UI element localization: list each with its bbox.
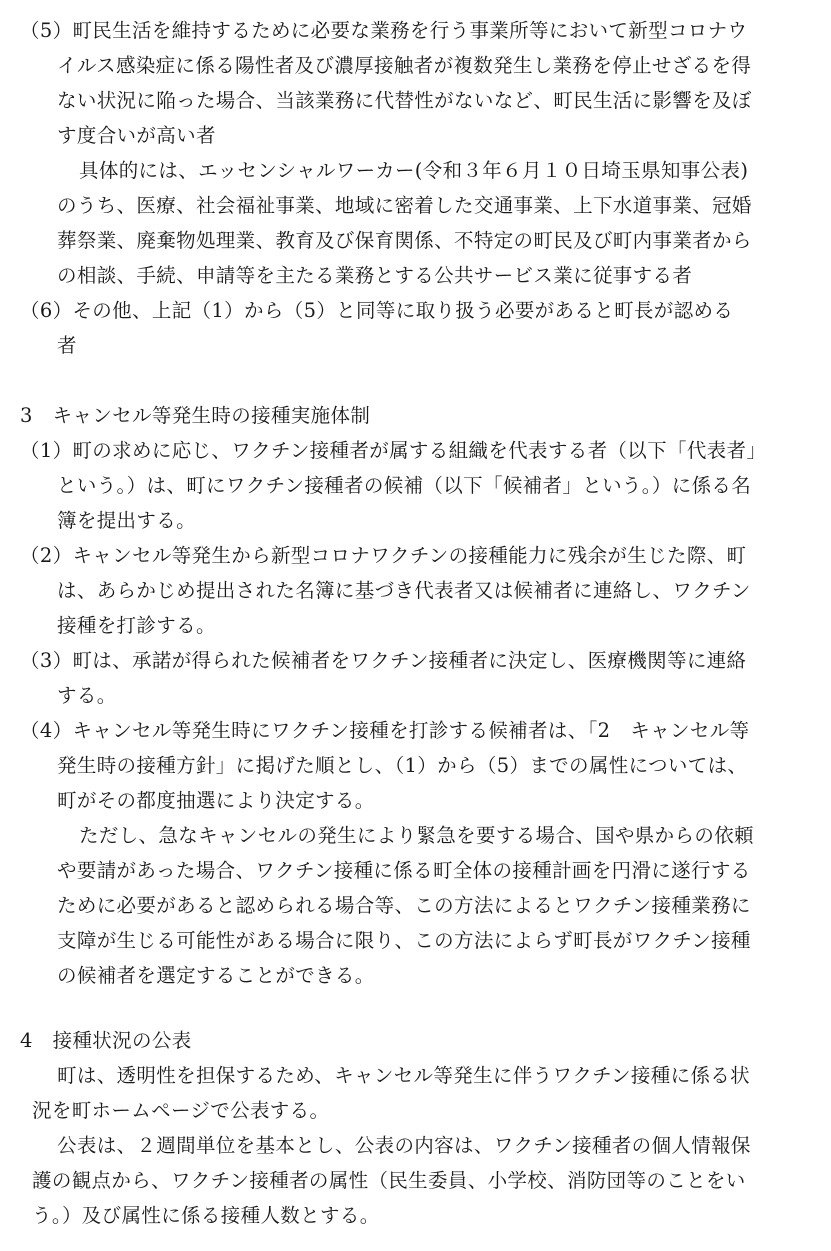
- section3-p4-detail2: や要請があった場合、ワクチン接種に係る町全体の接種計画を円滑に遂行する: [57, 859, 751, 882]
- section3-p1-line1: （1）町の求めに応じ、ワクチン接種者が属する組織を代表する者（以下「代表者」: [20, 439, 767, 462]
- item5-line4: す度合いが高い者: [57, 124, 216, 147]
- section3-p2-line2: は、あらかじめ提出された名簿に基づき代表者又は候補者に連絡し、ワクチン: [57, 579, 751, 602]
- section3-p1-line3: 簿を提出する。: [57, 509, 196, 532]
- section3-p4-line2: 発生時の接種方針」に掲げた順とし、（1）から（5）までの属性については、: [57, 754, 748, 777]
- section3-p1-line2: という。）は、町にワクチン接種者の候補（以下「候補者」という。）に係る名: [57, 474, 752, 497]
- section3-heading: 3 キャンセル等発生時の接種実施体制: [20, 404, 371, 427]
- section3-p2-line3: 接種を打診する。: [57, 614, 216, 637]
- item5-line3: ない状況に陥った場合、当該業務に代替性がないなど、町民生活に影響を及ぼ: [57, 89, 752, 112]
- item5-detail3: 葬祭業、廃棄物処理業、教育及び保育関係、不特定の町民及び町内事業者から: [57, 229, 752, 252]
- section4-p2-line2: 護の観点から、ワクチン接種者の属性（民生委員、小学校、消防団等のことをい: [32, 1169, 746, 1192]
- item5-detail1: 具体的には、エッセンシャルワーカー(令和３年６月１０日埼玉県知事公表): [79, 159, 749, 182]
- section3-p2-line1: （2）キャンセル等発生から新型コロナワクチンの接種能力に残余が生じた際、町: [20, 544, 747, 567]
- section3-p3-line1: （3）町は、承諾が得られた候補者をワクチン接種者に決定し、医療機関等に連絡: [20, 649, 747, 672]
- section3-p4-detail4: 支障が生じる可能性がある場合に限り、この方法によらず町長がワクチン接種: [57, 929, 751, 952]
- item6-line2: 者: [57, 334, 77, 357]
- item5-detail2: のうち、医療、社会福祉事業、地域に密着した交通事業、上下水道事業、冠婚: [57, 194, 752, 217]
- section3-p4-detail1: ただし、急なキャンセルの発生により緊急を要する場合、国や県からの依頼: [79, 824, 754, 847]
- section4-p1-line2: 況を町ホームページで公表する。: [32, 1099, 330, 1122]
- item5-line2: イルス感染症に係る陽性者及び濃厚接触者が複数発生し業務を停止せざるを得: [57, 54, 752, 77]
- section4-p2-line3: う。）及び属性に係る接種人数とする。: [32, 1204, 380, 1227]
- section3-p4-detail5: の候補者を選定することができる。: [57, 964, 375, 987]
- item5-line1: （5）町民生活を維持するために必要な業務を行う事業所等において新型コロナウ: [20, 19, 748, 42]
- section3-p4-line3: 町がその都度抽選により決定する。: [57, 789, 375, 812]
- item5-detail4: の相談、手続、申請等を主たる業務とする公共サービス業に従事する者: [57, 264, 693, 287]
- section4-p1-line1: 町は、透明性を担保するため、キャンセル等発生に伴うワクチン接種に係る状: [57, 1064, 750, 1087]
- section3-p4-detail3: ために必要があると認められる場合等、この方法によるとワクチン接種業務に: [57, 894, 751, 917]
- section4-heading: 4 接種状況の公表: [20, 1029, 192, 1052]
- section3-p3-line2: する。: [57, 684, 117, 707]
- section4-p2-line1: 公表は、２週間単位を基本とし、公表の内容は、ワクチン接種者の個人情報保: [57, 1134, 751, 1157]
- item6-line1: （6）その他、上記（1）から（5）と同等に取り扱う必要があると町長が認める: [20, 299, 734, 322]
- section3-p4-line1: （4）キャンセル等発生時にワクチン接種を打診する候補者は、「2 キャンセル等: [20, 719, 750, 742]
